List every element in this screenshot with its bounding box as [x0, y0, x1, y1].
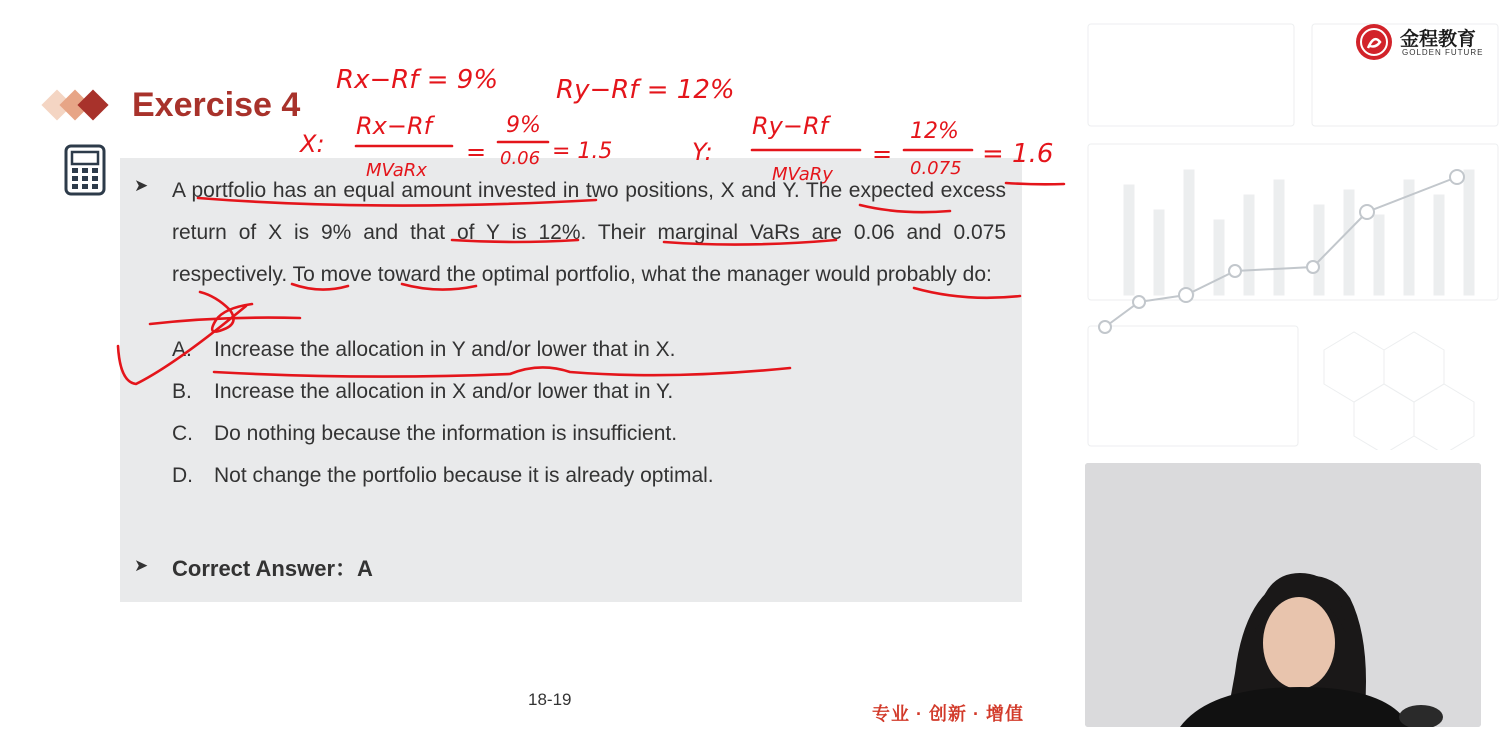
option-letter: D.	[172, 464, 193, 487]
annotation-y-frac-denominator: 0.075	[910, 158, 962, 179]
option-a	[172, 338, 676, 362]
annotation-x-numerator: Rx−Rf	[356, 112, 433, 140]
annotation-x-denominator: MVaRx	[366, 160, 427, 181]
annotation-x-frac-numerator: 9%	[506, 113, 541, 138]
slide-title: Exercise 4	[132, 86, 301, 124]
annotation-x-result: = 1.5	[552, 139, 613, 164]
annotation-y-frac-numerator: 12%	[910, 119, 959, 144]
annotation-x-frac-denominator: 0.06	[500, 148, 541, 169]
arrow-bullet-icon: ➤	[134, 176, 149, 195]
annotation-y-result: = 1.6	[982, 139, 1054, 169]
question-text: A portfolio has an equal amount invested in two positions, X and Y. The expected excess return of X is 9% and that of Y is 12%. Their marginal VaRs are 0.06 and 0.075 respectively. To move toward the optimal portfolio, what the manager would probably do:	[172, 179, 1006, 286]
calculator-icon	[64, 144, 106, 196]
annotation-y-numerator: Ry−Rf	[752, 112, 829, 140]
annotation-y-excess: Ry−Rf = 12%	[556, 75, 735, 105]
annotation-equals: =	[872, 140, 893, 168]
logo-chinese-text: 金程教育	[1400, 29, 1477, 50]
option-text: Increase the allocation in X and/or lower that in Y.	[214, 380, 674, 403]
option-letter: C.	[172, 422, 193, 445]
webcam-video	[1085, 463, 1481, 727]
page-number: 18-19	[528, 690, 572, 709]
question-panel	[120, 158, 1022, 602]
option-d	[172, 464, 714, 488]
option-c	[172, 422, 677, 446]
presenter-image	[1085, 463, 1481, 727]
slogan: 专业 · 创新 · 增值	[872, 704, 1024, 724]
option-text: Increase the allocation in Y and/or lower that in X.	[214, 338, 676, 361]
annotation-x-label: X:	[300, 130, 325, 158]
option-text: Not change the portfolio because it is already optimal.	[214, 464, 714, 487]
logo-english-text: GOLDEN FUTURE	[1402, 48, 1484, 57]
option-text: Do nothing because the information is insufficient.	[214, 422, 678, 445]
annotation-y-label: Y:	[692, 138, 713, 166]
option-b	[172, 380, 673, 404]
arrow-bullet-icon: ➤	[134, 556, 149, 575]
correct-answer: Correct Answer：A	[172, 556, 373, 581]
option-letter: B.	[172, 380, 192, 403]
brand-logo	[1354, 22, 1494, 62]
option-letter: A.	[172, 338, 192, 361]
annotation-x-excess: Rx−Rf = 9%	[336, 65, 499, 95]
logo-emblem-icon	[1354, 22, 1394, 62]
title-diamond-dark	[77, 89, 108, 120]
annotation-equals: =	[466, 138, 487, 166]
annotation-y-denominator: MVaRy	[772, 164, 833, 185]
background-infographic	[1084, 20, 1500, 450]
